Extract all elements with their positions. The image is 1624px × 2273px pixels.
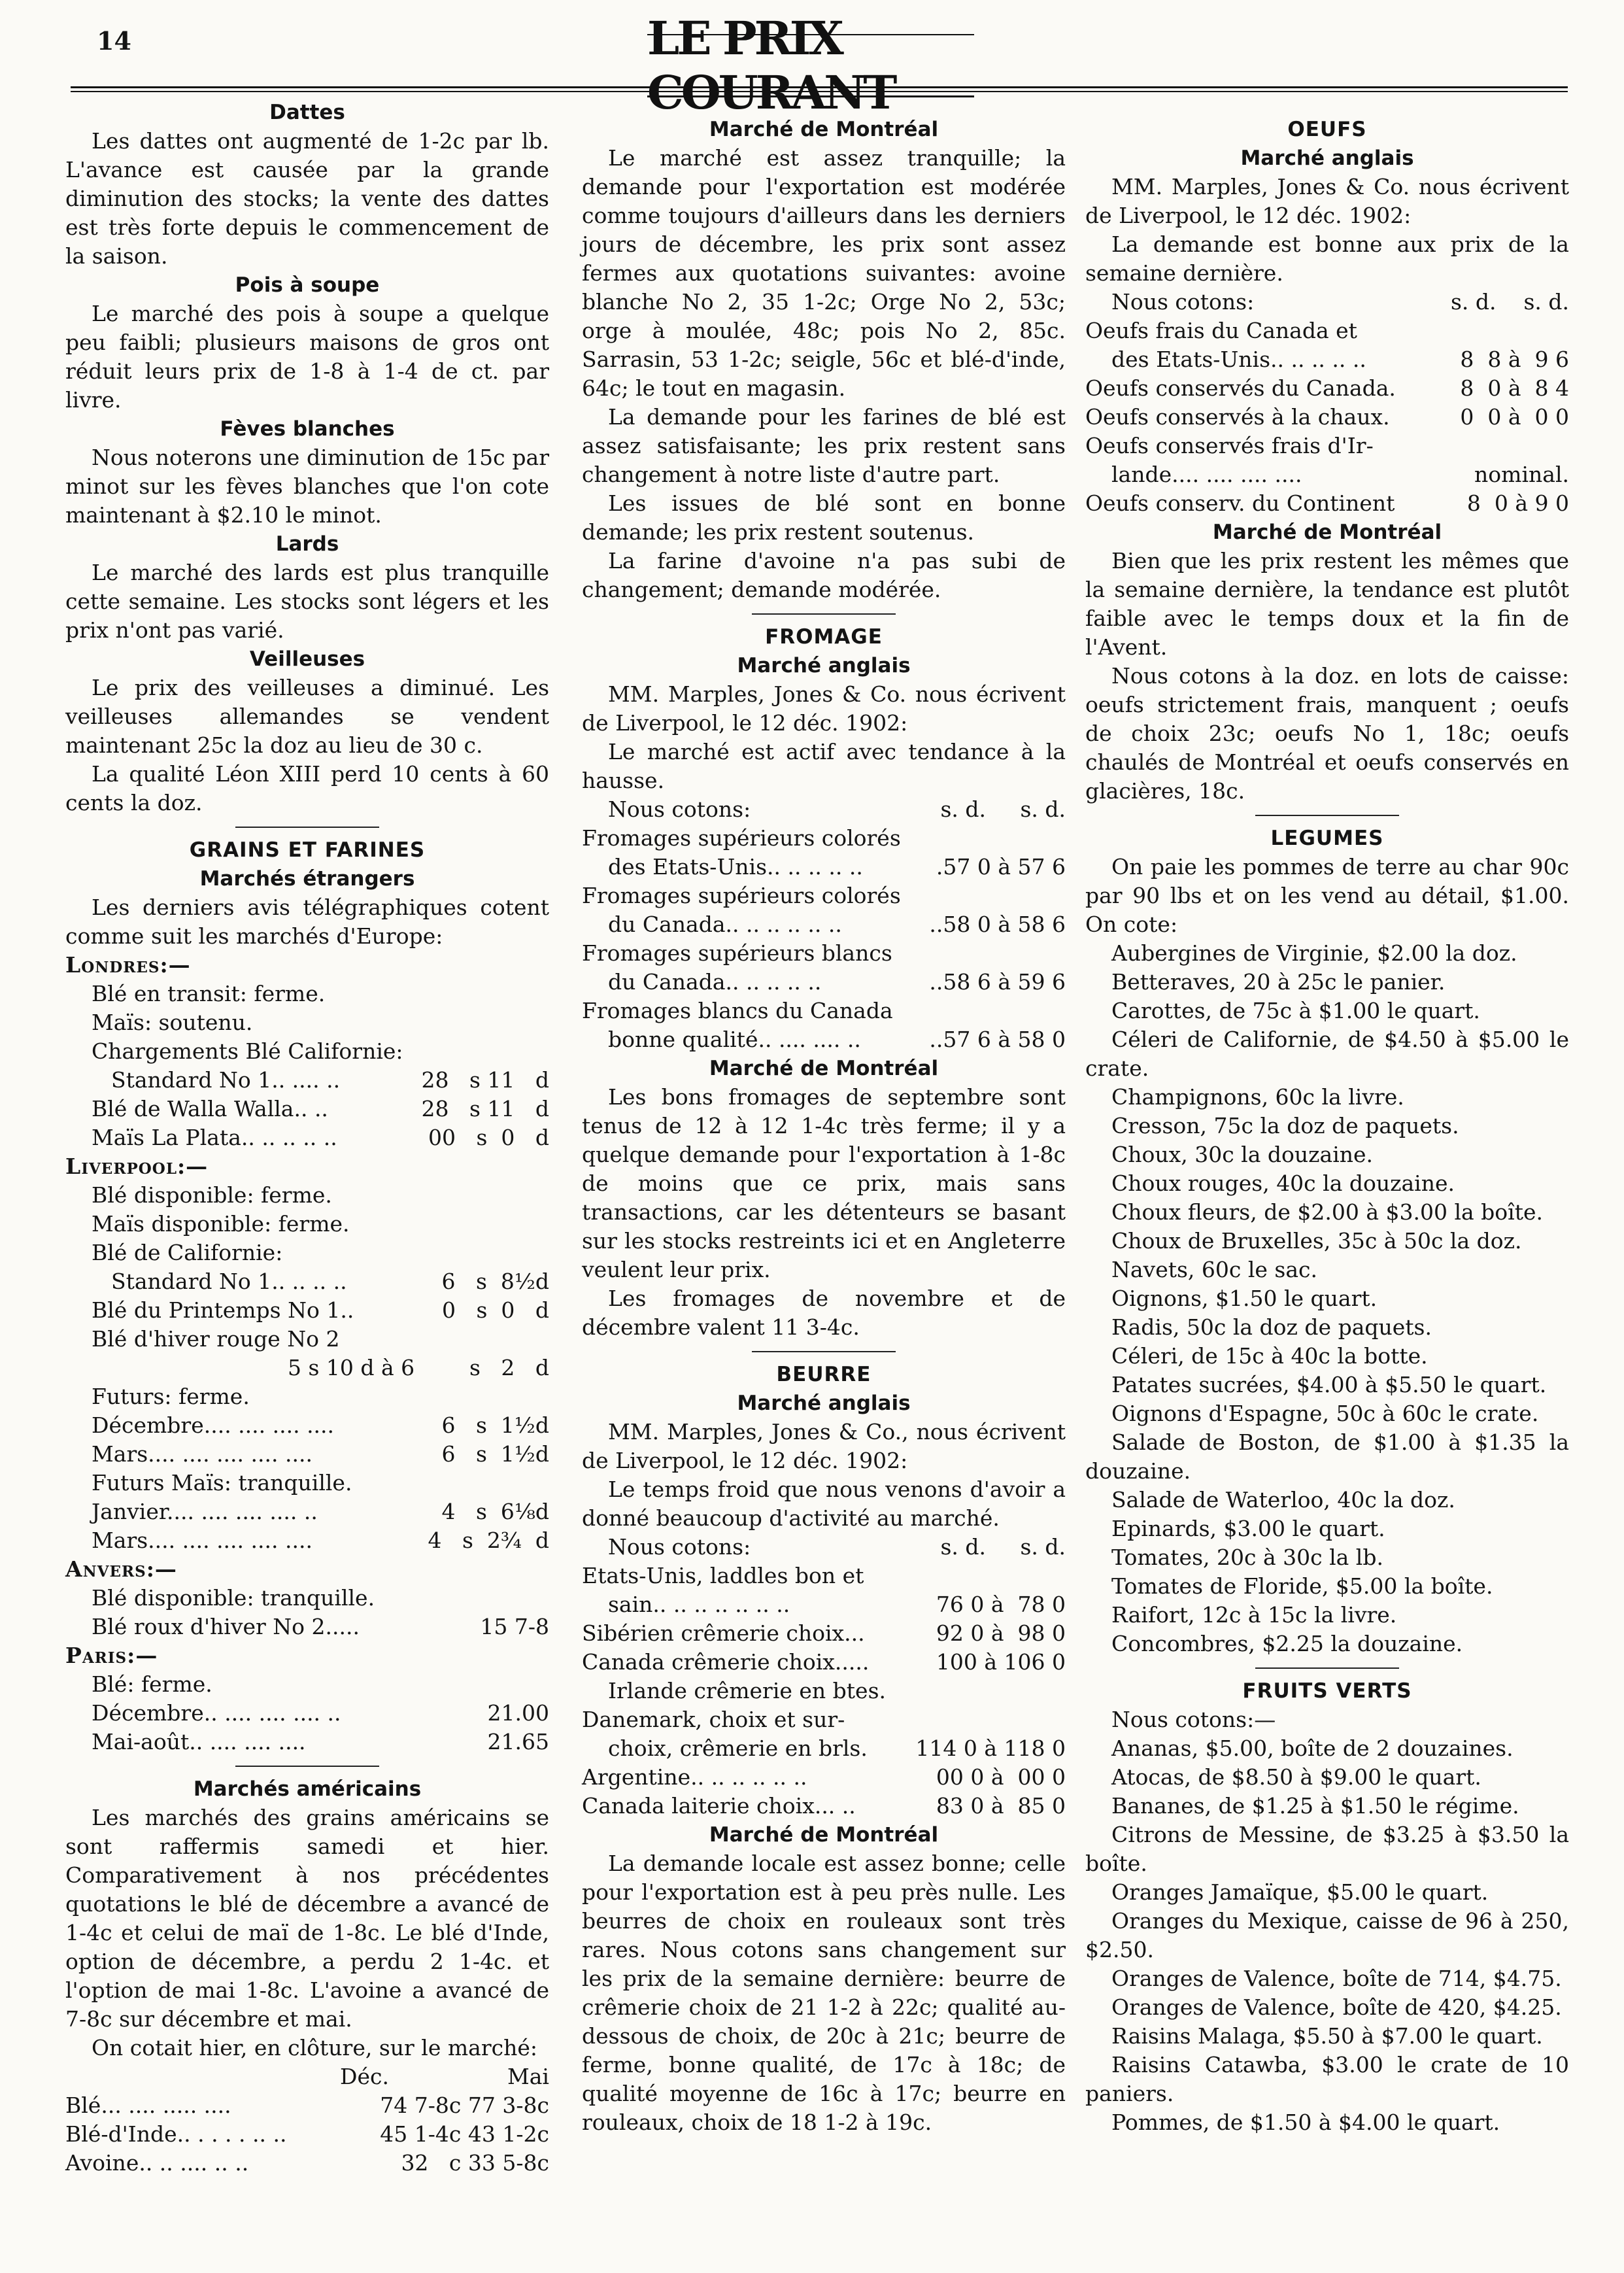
quote-line: Blé disponible: ferme. <box>92 1182 332 1208</box>
divider <box>1255 1667 1399 1669</box>
paragraph: Le marché est assez tranquille; la demande pour l'exportation est modérée comme toujours d'ailleurs dans les derniers jours de décembre, les prix sont assez fermes aux quotations suivantes: avoine blanche No 2, 35 1-2c; Orge No 2, 53c; orge à moulée, 48c; pois No 2, 85c. Sarrasin, 53 1-2c; seigle, 56c et blé-d'inde, 64c; le tout en magasin. <box>582 145 1066 401</box>
paragraph: Nous cotons:— <box>1111 1707 1276 1732</box>
divider <box>752 1351 896 1352</box>
list-item: Carottes, de 75c à $1.00 le quart. <box>1111 998 1480 1023</box>
paragraph: Les marchés des grains américains se sont raffermis samedi et hier. Comparativement à nos précédentes quotations le blé de décembre a avancé de 1-4c et celui de maï de 1-8c. Le blé d'Inde, option de décembre, a perdu 2 1-4c. et l'option de mai 1-8c. L'avoine a avancé de 7-8c sur décembre et mai. <box>65 1805 549 2032</box>
list-item: Bananes, de $1.25 à $1.50 le régime. <box>1111 1793 1519 1819</box>
list-item: Céleri de Californie, de $4.50 à $5.00 le crate. <box>1085 1027 1569 1081</box>
list-item: Salade de Boston, de $1.00 à $1.35 la douzaine. <box>1085 1429 1569 1484</box>
table-row: Blé-d'Inde.. . . . . .. .. 45 1-4c 43 1-2c <box>65 2121 549 2147</box>
quote-row: Mai-août.. .... .... .... 21.65 <box>92 1729 549 1754</box>
quote-line: Danemark, choix et sur- <box>582 1707 845 1732</box>
quote-row: Argentine.. .. .. .. .. .. 00 0 à 00 0 <box>582 1764 1066 1790</box>
quote-row: Canada crêmerie choix..... 100 à 106 0 <box>582 1649 1066 1675</box>
list-item: Oranges de Valence, boîte de 420, $4.25. <box>1111 1994 1562 2020</box>
list-item: Champignons, 60c la livre. <box>1111 1084 1404 1110</box>
paragraph: MM. Marples, Jones & Co. nous écrivent de Liverpool, le 12 déc. 1902: <box>582 681 1066 736</box>
list-item: Raifort, 12c à 15c la livre. <box>1111 1602 1397 1628</box>
paragraph: Le marché est actif avec tendance à la hausse. <box>582 739 1066 793</box>
table-header: Nous cotons: s. d. s. d. <box>1111 289 1569 315</box>
paragraph: Les derniers avis télégraphiques cotent comme suit les marchés d'Europe: <box>65 895 549 949</box>
quote-row: Oeufs conservés à la chaux. 0 0 à 0 0 <box>1085 404 1569 430</box>
list-item: Raisins Catawba, $3.00 le crate de 10 paniers. <box>1085 2052 1569 2106</box>
section-title-dattes: Dattes <box>269 101 345 124</box>
subsection-title: Marché anglais <box>737 654 911 677</box>
quote-row: Canada laiterie choix... .. 83 0 à 85 0 <box>582 1793 1066 1819</box>
table-header: Nous cotons: s. d. s. d. <box>608 796 1066 822</box>
quote-row: Mars.... .... .... .... .... 6 s 1½d <box>92 1441 549 1467</box>
city-label: Paris:— <box>65 1643 158 1668</box>
quote-line: Blé en transit: ferme. <box>92 981 326 1006</box>
quote-row: Standard No 1.. .... .. 28 s 11 d <box>111 1067 549 1093</box>
table-row: Blé... .... ..... .... 74 7-8c 77 3-8c <box>65 2093 549 2118</box>
city-label: Anvers:— <box>65 1556 177 1582</box>
quote-line: Futurs Maïs: tranquille. <box>92 1470 352 1495</box>
section-title-pois: Pois à soupe <box>235 273 380 297</box>
paragraph: Les issues de blé sont en bonne demande; les prix restent soutenus. <box>582 490 1066 545</box>
subsection-title: Marché de Montréal <box>1212 521 1442 544</box>
city-label: Liverpool:— <box>65 1154 209 1179</box>
quote-line: Etats-Unis, laddles bon et <box>582 1563 864 1588</box>
paragraph: La qualité Léon XIII perd 10 cents à 60 cents la doz. <box>65 761 549 815</box>
list-item: Céleri, de 15c à 40c la botte. <box>1111 1343 1428 1369</box>
quote-row: choix, crêmerie en brls. 114 0 à 118 0 <box>608 1735 1066 1761</box>
paragraph: Nous noterons une diminution de 15c par minot sur les fèves blanches que l'on cote maintenant à $2.10 le minot. <box>65 445 549 528</box>
quote-row: Blé de Walla Walla.. .. 28 s 11 d <box>92 1096 549 1121</box>
legumes-list <box>1085 939 1569 1658</box>
section-title-lards: Lards <box>275 532 339 556</box>
paragraph: La demande locale est assez bonne; celle pour l'exportation est à peu près nulle. Les beurres de choix en rouleaux sont très rares. Nous cotons sans changement sur les prix de la semaine dernière: beurre de crêmerie choix de 21 1-2 à 22c; qualité au-dessous de choix, de 20c à 21c; beurre de ferme, bonne qualité, de 17c à 18c; de qualité moyenne de 16c à 17c; beurre en rouleaux, choix de 18 1-2 à 19c. <box>582 1851 1066 2135</box>
divider <box>752 613 896 615</box>
quote-row: Décembre.. .... .... .... .. 21.00 <box>92 1700 549 1726</box>
quote-line: Chargements Blé Californie: <box>92 1038 403 1064</box>
paragraph: MM. Marples, Jones & Co. nous écrivent de Liverpool, le 12 déc. 1902: <box>1085 174 1569 228</box>
paragraph: Le marché des lards est plus tranquille cette semaine. Les stocks sont légers et les prix n'ont pas varié. <box>65 560 549 643</box>
list-item: Oranges du Mexique, caisse de 96 à 250, $2.50. <box>1085 1908 1569 1962</box>
subsection-title: Marché de Montréal <box>709 1823 939 1847</box>
paragraph: MM. Marples, Jones & Co., nous écrivent de Liverpool, le 12 déc. 1902: <box>582 1419 1066 1473</box>
table-header: Nous cotons: s. d. s. d. <box>608 1534 1066 1560</box>
quote-row: du Canada.. .. .. .. .. ..58 6 à 59 6 <box>608 969 1066 995</box>
list-item: Raisins Malaga, $5.50 à $7.00 le quart. <box>1111 2023 1543 2049</box>
list-item: Navets, 60c le sac. <box>1111 1257 1318 1282</box>
subsection-title: Marché de Montréal <box>709 1057 939 1080</box>
list-item: Choux, 30c la douzaine. <box>1111 1142 1374 1167</box>
paragraph: Les fromages de novembre et de décembre valent 11 3-4c. <box>582 1286 1066 1340</box>
list-item: Pommes, de $1.50 à $4.00 le quart. <box>1111 2110 1500 2135</box>
quote-line: Futurs: ferme. <box>92 1384 250 1409</box>
quote-row: Blé roux d'hiver No 2..... 15 7-8 <box>92 1614 549 1639</box>
subsection-title: Marchés étrangers <box>199 867 415 891</box>
paragraph: La farine d'avoine n'a pas subi de changement; demande modérée. <box>582 548 1066 602</box>
subsection-title: Marché de Montréal <box>709 118 939 141</box>
quote-row: du Canada.. .. .. .. .. .. ..58 0 à 58 6 <box>608 912 1066 937</box>
list-item: Oignons, $1.50 le quart. <box>1111 1286 1378 1311</box>
paragraph: Le temps froid que nous venons d'avoir a donné beaucoup d'activité au marché. <box>582 1477 1066 1531</box>
list-item: Ananas, $5.00, boîte de 2 douzaines. <box>1111 1735 1514 1761</box>
quote-row: Sibérien crêmerie choix... 92 0 à 98 0 <box>582 1620 1066 1646</box>
quote-line: Blé: ferme. <box>92 1671 212 1697</box>
page-number: 14 <box>97 26 131 56</box>
section-title-oeufs: OEUFS <box>1287 118 1367 141</box>
quote-row: bonne qualité.. .... .... .. ..57 6 à 58 0 <box>608 1027 1066 1052</box>
quote-line: Fromages blancs du Canada <box>582 998 893 1023</box>
list-item: Citrons de Messine, de $3.25 à $3.50 la boîte. <box>1085 1822 1569 1876</box>
list-item: Epinards, $3.00 le quart. <box>1111 1516 1385 1541</box>
quote-line: Irlande crêmerie en btes. <box>608 1678 887 1703</box>
section-title-veilleuses: Veilleuses <box>249 647 365 671</box>
paragraph: Les bons fromages de septembre sont tenus de 12 à 12 1-4c très ferme; il y a quelque demande pour l'exportation à 1-8c de moins que ce prix, mais sans transactions, car les détenteurs se basant sur les stocks restreints ici et en Angleterre veulent leur prix. <box>582 1084 1066 1282</box>
quote-line: Fromages supérieurs colorés <box>582 825 901 851</box>
list-item: Choux fleurs, de $2.00 à $3.00 la boîte. <box>1111 1199 1543 1225</box>
list-item: Oranges de Valence, boîte de 714, $4.75. <box>1111 1966 1562 1991</box>
quote-row: Oeufs conserv. du Continent 8 0 à 9 0 <box>1085 490 1569 516</box>
quote-row: des Etats-Unis.. .. .. .. .. .57 0 à 57 6 <box>608 854 1066 880</box>
quote-row: Maïs La Plata.. .. .. .. .. 00 s 0 d <box>92 1125 549 1150</box>
quote-row: Mars.... .... .... .... .... 4 s 2¾ d <box>92 1528 549 1553</box>
list-item: Concombres, $2.25 la douzaine. <box>1111 1631 1463 1656</box>
masthead-logo: LE PRIX COURANT <box>647 34 974 97</box>
list-item: Tomates de Floride, $5.00 la boîte. <box>1111 1573 1493 1599</box>
header-rule <box>71 86 1568 92</box>
quote-line: Maïs disponible: ferme. <box>92 1211 350 1237</box>
list-item: Oranges Jamaïque, $5.00 le quart. <box>1111 1879 1489 1905</box>
paragraph: La demande est bonne aux prix de la semaine dernière. <box>1085 231 1569 286</box>
list-item: Patates sucrées, $4.00 à $5.50 le quart. <box>1111 1372 1547 1397</box>
quote-line: Oeufs conservés frais d'Ir- <box>1085 433 1374 458</box>
quote-row: Oeufs conservés du Canada. 8 0 à 8 4 <box>1085 375 1569 401</box>
quote-line: Maïs: soutenu. <box>92 1010 253 1035</box>
section-title-legumes: LEGUMES <box>1270 827 1384 850</box>
quote-line: Oeufs frais du Canada et <box>1085 318 1357 343</box>
section-title-grains: GRAINS ET FARINES <box>189 838 426 862</box>
quote-line: Blé disponible: tranquille. <box>92 1585 375 1611</box>
subsection-title: Marché anglais <box>737 1392 911 1415</box>
quote-line: Blé d'hiver rouge No 2 <box>92 1326 340 1352</box>
column-2 <box>582 98 1066 2137</box>
divider <box>1255 815 1399 816</box>
quote-line: Blé de Californie: <box>92 1240 283 1265</box>
table-header: Déc. Mai <box>340 2064 549 2089</box>
list-item: Salade de Waterloo, 40c la doz. <box>1111 1487 1455 1512</box>
column-1 <box>65 98 549 2178</box>
paragraph: On cotait hier, en clôture, sur le marché: <box>92 2035 537 2060</box>
paragraph: Le prix des veilleuses a diminué. Les veilleuses allemandes se vendent maintenant 25c la doz au lieu de 30 c. <box>65 675 549 758</box>
section-title-feves: Fèves blanches <box>220 417 395 441</box>
list-item: Cresson, 75c la doz de paquets. <box>1111 1113 1459 1138</box>
table-row: Avoine.. .. .... .. .. 32 c 33 5-8c <box>65 2150 549 2176</box>
quote-row: Blé du Printemps No 1.. 0 s 0 d <box>92 1297 549 1323</box>
list-item: Tomates, 20c à 30c la lb. <box>1111 1545 1383 1570</box>
quote-row: sain.. .. .. .. .. .. .. 76 0 à 78 0 <box>608 1592 1066 1617</box>
quote-row: 5 s 10 d à 6 s 2 d <box>288 1355 549 1380</box>
paragraph: La demande pour les farines de blé est assez satisfaisante; les prix restent sans changement à notre liste d'autre part. <box>582 404 1066 487</box>
paragraph: Les dattes ont augmenté de 1-2c par lb. L'avance est causée par la grande diminution des stocks; la vente des dattes est très forte depuis le commencement de la saison. <box>65 128 549 269</box>
list-item: Choux rouges, 40c la douzaine. <box>1111 1171 1455 1196</box>
quote-line: Fromages supérieurs blancs <box>582 940 892 966</box>
column-3 <box>1085 98 1569 2137</box>
quote-row: Janvier.... .... .... .... .. 4 s 6⅛d <box>92 1499 549 1524</box>
quote-row: Standard No 1.. .. .. .. 6 s 8½d <box>111 1269 549 1294</box>
subsection-title: Marchés américains <box>193 1777 422 1801</box>
section-title-fruits: FRUITS VERTS <box>1242 1679 1412 1703</box>
fruits-list <box>1085 1734 1569 2137</box>
list-item: Atocas, de $8.50 à $9.00 le quart. <box>1111 1764 1481 1790</box>
quote-row: des Etats-Unis.. .. .. .. .. 8 8 à 9 6 <box>1111 347 1569 372</box>
quote-row: lande.... .... .... .... nominal. <box>1111 462 1569 487</box>
quote-line: Fromages supérieurs colorés <box>582 883 901 908</box>
list-item: Radis, 50c la doz de paquets. <box>1111 1314 1432 1340</box>
divider <box>235 827 379 828</box>
section-title-fromage: FROMAGE <box>765 625 883 649</box>
divider <box>235 1766 379 1767</box>
list-item: Oignons d'Espagne, 50c à 60c le crate. <box>1111 1401 1539 1426</box>
list-item: Aubergines de Virginie, $2.00 la doz. <box>1111 940 1517 966</box>
quote-row: Décembre.... .... .... .... 6 s 1½d <box>92 1412 549 1438</box>
paragraph: On paie les pommes de terre au char 90c par 90 lbs et on les vend au détail, $1.00. On cote: <box>1085 854 1569 937</box>
city-label: Londres:— <box>65 952 191 978</box>
paragraph: Nous cotons à la doz. en lots de caisse: oeufs strictement frais, manquent ; oeufs de choix 23c; oeufs No 1, 18c; oeufs chaulés de Montréal et oeufs conservés en glacières, 18c. <box>1085 663 1569 804</box>
paragraph: Le marché des pois à soupe a quelque peu faibli; plusieurs maisons de gros ont réduit leurs prix de 1-8 à 1-4 de ct. par livre. <box>65 301 549 413</box>
list-item: Choux de Bruxelles, 35c à 50c la doz. <box>1111 1228 1522 1254</box>
paragraph: Bien que les prix restent les mêmes que la semaine dernière, la tendance est plutôt faible avec le temps doux et la fin de l'Avent. <box>1085 548 1569 660</box>
subsection-title: Marché anglais <box>1240 146 1414 170</box>
section-title-beurre: BEURRE <box>776 1363 871 1386</box>
list-item: Betteraves, 20 à 25c le panier. <box>1111 969 1446 995</box>
